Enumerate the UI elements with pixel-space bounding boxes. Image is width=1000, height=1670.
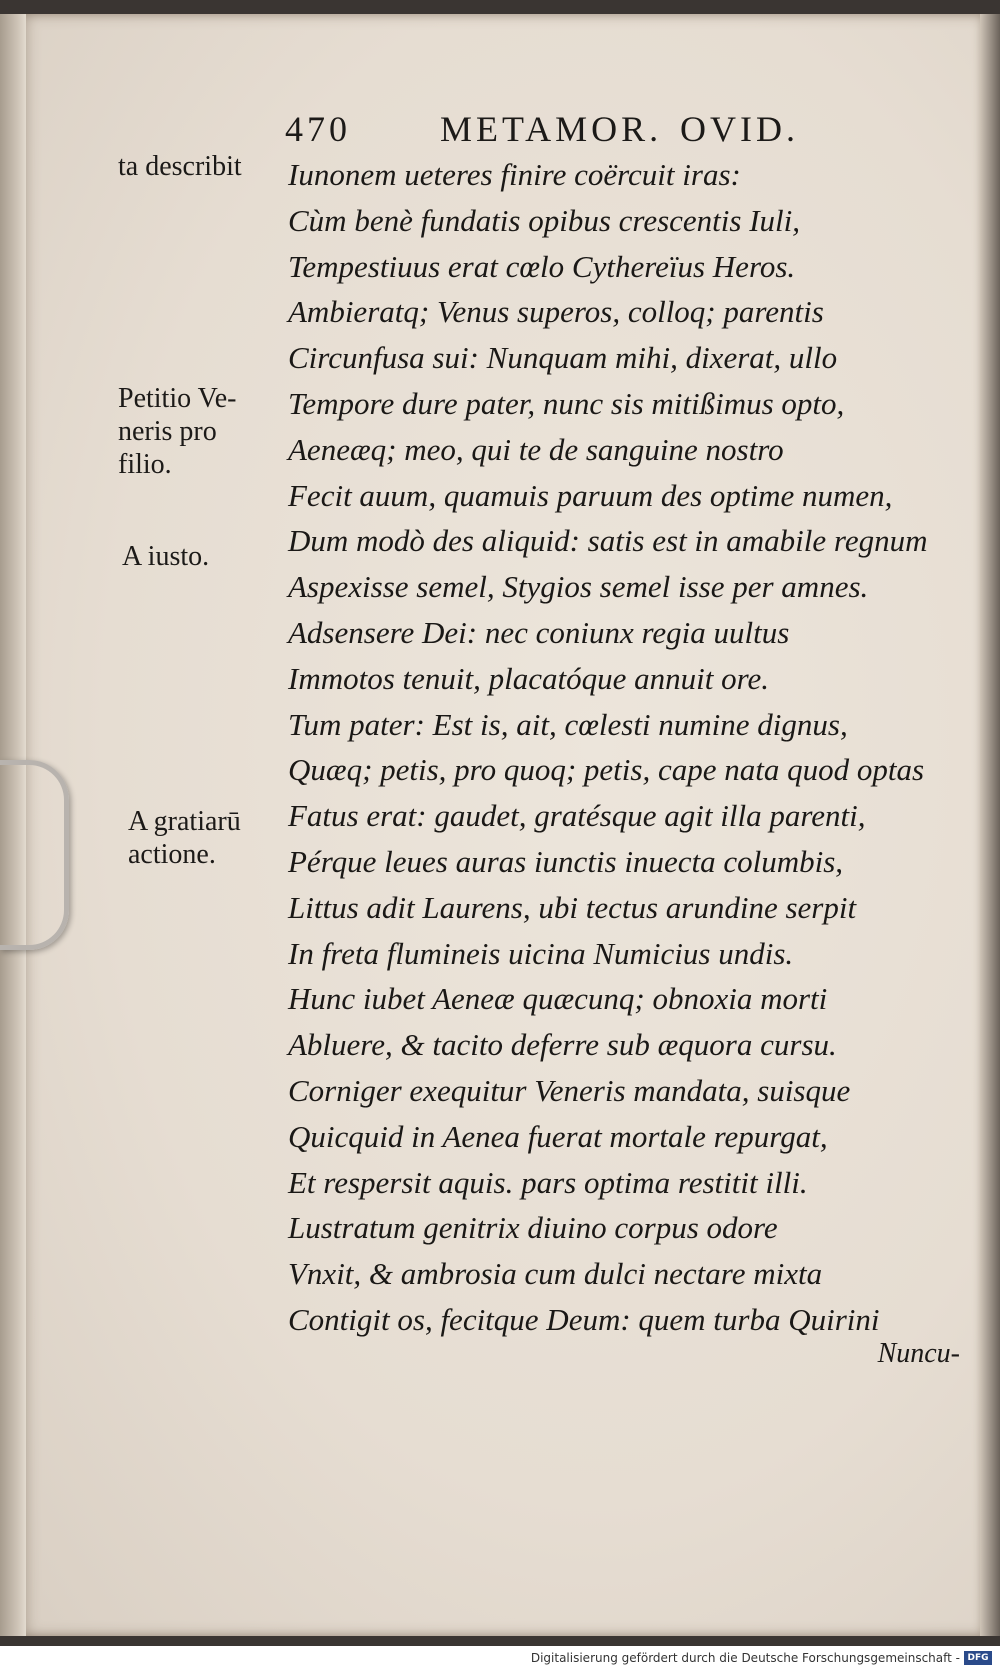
verse-line: Contigit os, fecitque Deum: quem turba Quirini xyxy=(288,1301,880,1337)
verse-line: Pérque leues auras iunctis inuecta columbis, xyxy=(288,843,844,879)
margin-note-line: A iusto. xyxy=(122,541,210,572)
verse-line: Cùm benè fundatis opibus crescentis Iuli, xyxy=(288,202,801,238)
margin-note-line: Petitio Ve- xyxy=(118,383,237,414)
verse-line: Vnxit, & ambrosia cum dulci nectare mixta xyxy=(288,1256,823,1292)
verse-line: Dum modò des aliquid: satis est in amabile regnum xyxy=(288,523,928,559)
verse-line: Aspexisse semel, Stygios semel isse per amnes. xyxy=(288,569,869,605)
margin-note-line: filio. xyxy=(118,449,172,480)
verse-line: Immotos tenuit, placatóque annuit ore. xyxy=(288,660,770,696)
verse-line: Et respersit aquis. pars optima restitit illi. xyxy=(288,1164,808,1200)
verse-line: Adsensere Dei: nec coniunx regia uultus xyxy=(288,614,790,650)
margin-note xyxy=(118,150,242,183)
verse-line: Lustratum genitrix diuino corpus odore xyxy=(288,1210,778,1246)
margin-note-line: actione. xyxy=(128,839,216,870)
running-header xyxy=(285,108,845,154)
margin-note-line: neris pro xyxy=(118,416,217,447)
verse-line: Fatus erat: gaudet, gratésque agit illa parenti, xyxy=(288,798,866,834)
verse-line: Aeneæq; meo, qui te de sanguine nostro xyxy=(288,431,784,467)
verse-line: Quicquid in Aenea fuerat mortale repurgat, xyxy=(288,1118,828,1154)
verse-line: Hunc iubet Aeneæ quæcunq; obnoxia morti xyxy=(288,981,828,1017)
catchword: Nuncu- xyxy=(877,1338,960,1369)
verse-line: Ambieratq; Venus superos, colloq; parentis xyxy=(288,294,824,330)
verse-line: Littus adit Laurens, ubi tectus arundine serpit xyxy=(288,889,857,925)
verse-line: Tempore dure pater, nunc sis mitißimus opto, xyxy=(288,385,845,421)
page-clip-icon xyxy=(0,760,69,950)
verse-line: Quæq; petis, pro quoq; petis, cape nata quod optas xyxy=(288,752,925,788)
verse-line: Tum pater: Est is, ait, cœlesti numine dignus, xyxy=(288,706,848,742)
page-right-edge xyxy=(980,14,1000,1636)
dfg-logo-icon: DFG xyxy=(964,1651,992,1665)
running-title-left: METAMOR. xyxy=(440,109,663,149)
margin-note-line: A gratiarū xyxy=(128,806,241,837)
margin-note xyxy=(128,805,241,871)
footer-credit: Digitalisierung gefördert durch die Deutsche Forschungsgemeinschaft - xyxy=(530,1651,960,1665)
verse-block xyxy=(288,152,958,1343)
verse-line: Corniger exequitur Veneris mandata, suisque xyxy=(288,1072,851,1108)
verse-line: In freta flumineis uicina Numicius undis. xyxy=(288,935,794,971)
verse-line: Fecit auum, quamuis paruum des optime numen, xyxy=(288,477,893,513)
running-title-right: OVID. xyxy=(680,109,799,149)
margin-note xyxy=(122,540,209,573)
verse-line: Iunonem ueteres finire coërcuit iras: xyxy=(288,157,741,192)
digitization-footer xyxy=(0,1646,1000,1670)
margin-note xyxy=(118,382,236,481)
verse-line: Abluere, & tacito deferre sub æquora cursu. xyxy=(288,1027,837,1063)
verse-line: Tempestiuus erat cœlo Cythereïus Heros. xyxy=(288,248,796,284)
margin-note-line: ta describit xyxy=(118,151,242,182)
page-number: 470 xyxy=(285,109,351,149)
verse-line: Circunfusa sui: Nunquam mihi, dixerat, ullo xyxy=(288,340,838,376)
